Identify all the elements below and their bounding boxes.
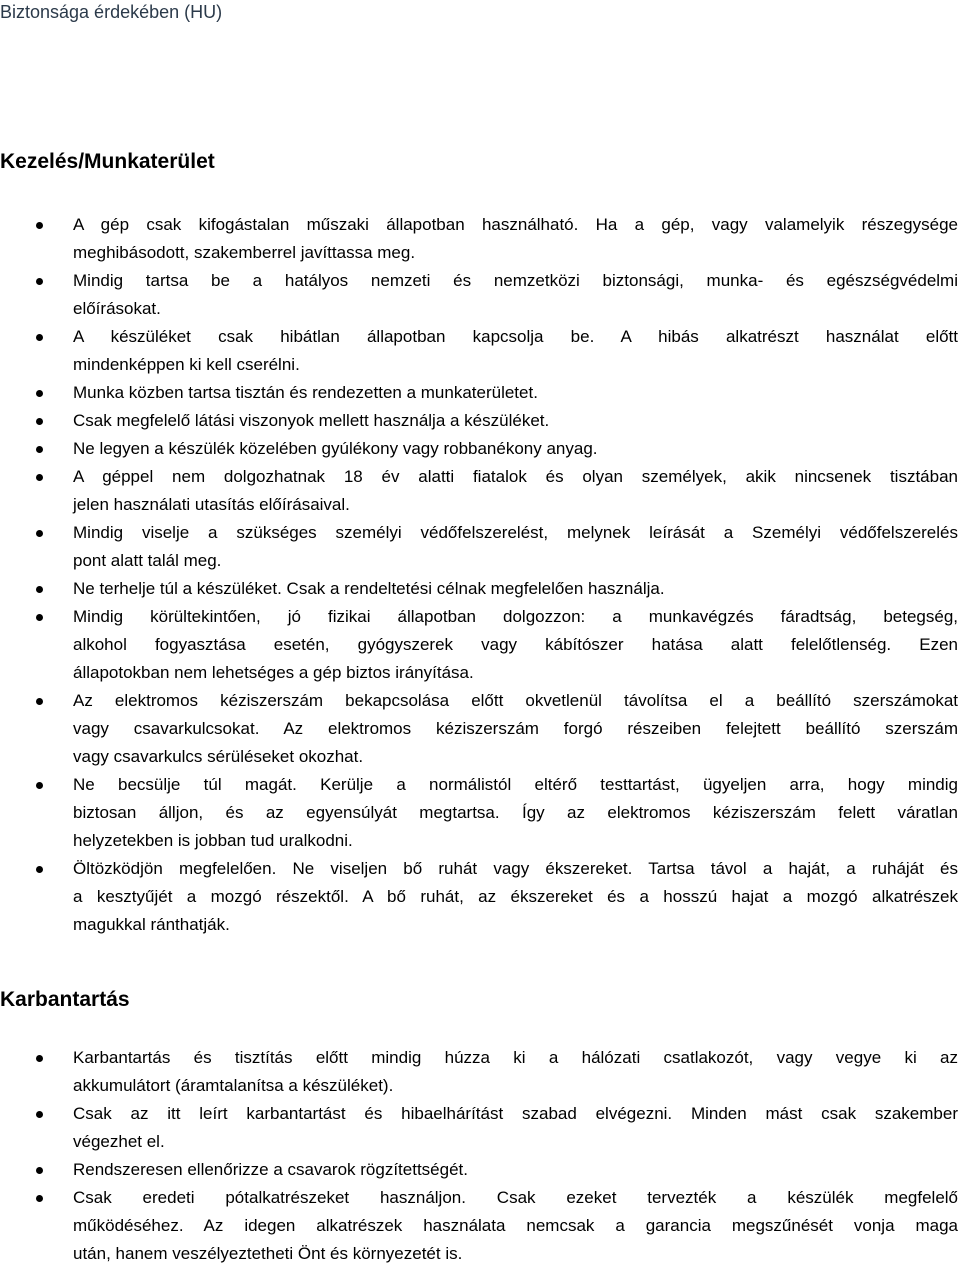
list-item	[0, 1156, 958, 1184]
item-line: A készüléket csak hibátlan állapotban kapcsolja be. A hibás alkatrészt használat előtt	[73, 327, 958, 346]
item-line: jelen használati utasítás előírásaival.	[73, 495, 350, 514]
list-item	[0, 519, 958, 575]
item-line: működéséhez. Az idegen alkatrészek használata nemcsak a garancia megszűnését vonja maga	[73, 1216, 958, 1235]
list-item	[0, 463, 958, 519]
item-line: Karbantartás és tisztítás előtt mindig húzza ki a hálózati csatlakozót, vagy vegye ki az	[73, 1048, 958, 1067]
list-item	[0, 407, 958, 435]
item-line: helyzetekben is jobban tud uralkodni.	[73, 831, 353, 850]
item-line: előírásokat.	[73, 299, 161, 318]
item-line: Ne terhelje túl a készüléket. Csak a rendeltetési célnak megfelelően használja.	[73, 579, 665, 598]
bullet-icon	[36, 866, 43, 873]
bullet-icon	[36, 474, 43, 481]
item-line: Ne becsülje túl magát. Kerülje a normálistól eltérő testtartást, ügyeljen arra, hogy mindig	[73, 775, 958, 794]
list-item	[0, 323, 958, 379]
list-item	[0, 855, 958, 939]
bullet-list-kezeles	[0, 211, 958, 939]
item-line: végezhet el.	[73, 1132, 165, 1151]
item-line: Csak az itt leírt karbantartást és hibaelhárítást szabad elvégezni. Minden mást csak szakember	[73, 1104, 958, 1123]
item-line: pont alatt talál meg.	[73, 551, 222, 570]
list-item	[0, 1184, 958, 1268]
bullet-icon	[36, 586, 43, 593]
item-line: vagy csavarkulcsokat. Az elektromos kéziszerszám forgó részeiben felejtett beállító szerszám	[73, 719, 958, 738]
bullet-icon	[36, 1055, 43, 1062]
item-line: meghibásodott, szakemberrel javíttassa meg.	[73, 243, 416, 262]
item-line: után, hanem veszélyeztetheti Önt és környezetét is.	[73, 1244, 463, 1263]
list-item	[0, 575, 958, 603]
item-line: Munka közben tartsa tisztán és rendezetten a munkaterületet.	[73, 383, 538, 402]
item-line: Rendszeresen ellenőrizze a csavarok rögzítettségét.	[73, 1160, 468, 1179]
page-header: Biztonsága érdekében (HU)	[0, 2, 223, 22]
item-line: akkumulátort (áramtalanítsa a készüléket).	[73, 1076, 394, 1095]
list-item	[0, 603, 958, 687]
bullet-icon	[36, 446, 43, 453]
list-item	[0, 267, 958, 323]
bullet-icon	[36, 278, 43, 285]
bullet-icon	[36, 1111, 43, 1118]
item-line: Mindig viselje a szükséges személyi védőfelszerelést, melynek leírását a Személyi védőfelszerelés	[73, 523, 958, 542]
item-line: vagy csavarkulcs sérüléseket okozhat.	[73, 747, 364, 766]
list-item	[0, 435, 958, 463]
item-line: Az elektromos kéziszerszám bekapcsolása előtt okvetlenül távolítsa el a beállító szerszámokat	[73, 691, 958, 710]
bullet-icon	[36, 530, 43, 537]
item-line: Mindig tartsa be a hatályos nemzeti és nemzetközi biztonsági, munka- és egészségvédelmi	[73, 271, 958, 290]
list-item	[0, 1100, 958, 1156]
item-line: Öltözködjön megfelelően. Ne viseljen bő ruhát vagy ékszereket. Tartsa távol a haját, a ruháját és	[73, 859, 958, 878]
list-item	[0, 211, 958, 267]
bullet-list-karbantartas	[0, 1044, 958, 1268]
bullet-icon	[36, 334, 43, 341]
item-line: Csak megfelelő látási viszonyok mellett használja a készüléket.	[73, 411, 550, 430]
item-line: a kesztyűjét a mozgó részektől. A bő ruhát, az ékszereket és a hosszú hajat a mozgó alkatrészek	[73, 887, 958, 906]
list-item	[0, 1044, 958, 1100]
bullet-icon	[36, 418, 43, 425]
item-line: mindenképpen ki kell cserélni.	[73, 355, 300, 374]
item-line: biztosan álljon, és az egyensúlyát megtartsa. Így az elektromos kéziszerszám felett váratlan	[73, 803, 958, 822]
item-line: Mindig körültekintően, jó fizikai állapotban dolgozzon: a munkavégzés fáradtság, betegség,	[73, 607, 958, 626]
bullet-icon	[36, 390, 43, 397]
list-item	[0, 771, 958, 855]
item-line: állapotokban nem lehetséges a gép biztos irányítása.	[73, 663, 474, 682]
section-title-kezeles: Kezelés/Munkaterület	[0, 150, 215, 173]
bullet-icon	[36, 1167, 43, 1174]
list-item	[0, 687, 958, 771]
bullet-icon	[36, 1195, 43, 1202]
list-item	[0, 379, 958, 407]
item-line: A géppel nem dolgozhatnak 18 év alatti fiatalok és olyan személyek, akik nincsenek tisztában	[73, 467, 958, 486]
bullet-icon	[36, 782, 43, 789]
section-title-karbantartas: Karbantartás	[0, 988, 130, 1011]
bullet-icon	[36, 222, 43, 229]
item-line: magukkal ránthatják.	[73, 915, 230, 934]
item-line: alkohol fogyasztása esetén, gyógyszerek vagy kábítószer hatása alatt felelőtlenség. Ezen	[73, 635, 958, 654]
bullet-icon	[36, 614, 43, 621]
bullet-icon	[36, 698, 43, 705]
item-line: Ne legyen a készülék közelében gyúlékony vagy robbanékony anyag.	[73, 439, 598, 458]
item-line: A gép csak kifogástalan műszaki állapotban használható. Ha a gép, vagy valamelyik részegysége	[73, 215, 958, 234]
item-line: Csak eredeti pótalkatrészeket használjon. Csak ezeket tervezték a készülék megfelelő	[73, 1188, 958, 1207]
